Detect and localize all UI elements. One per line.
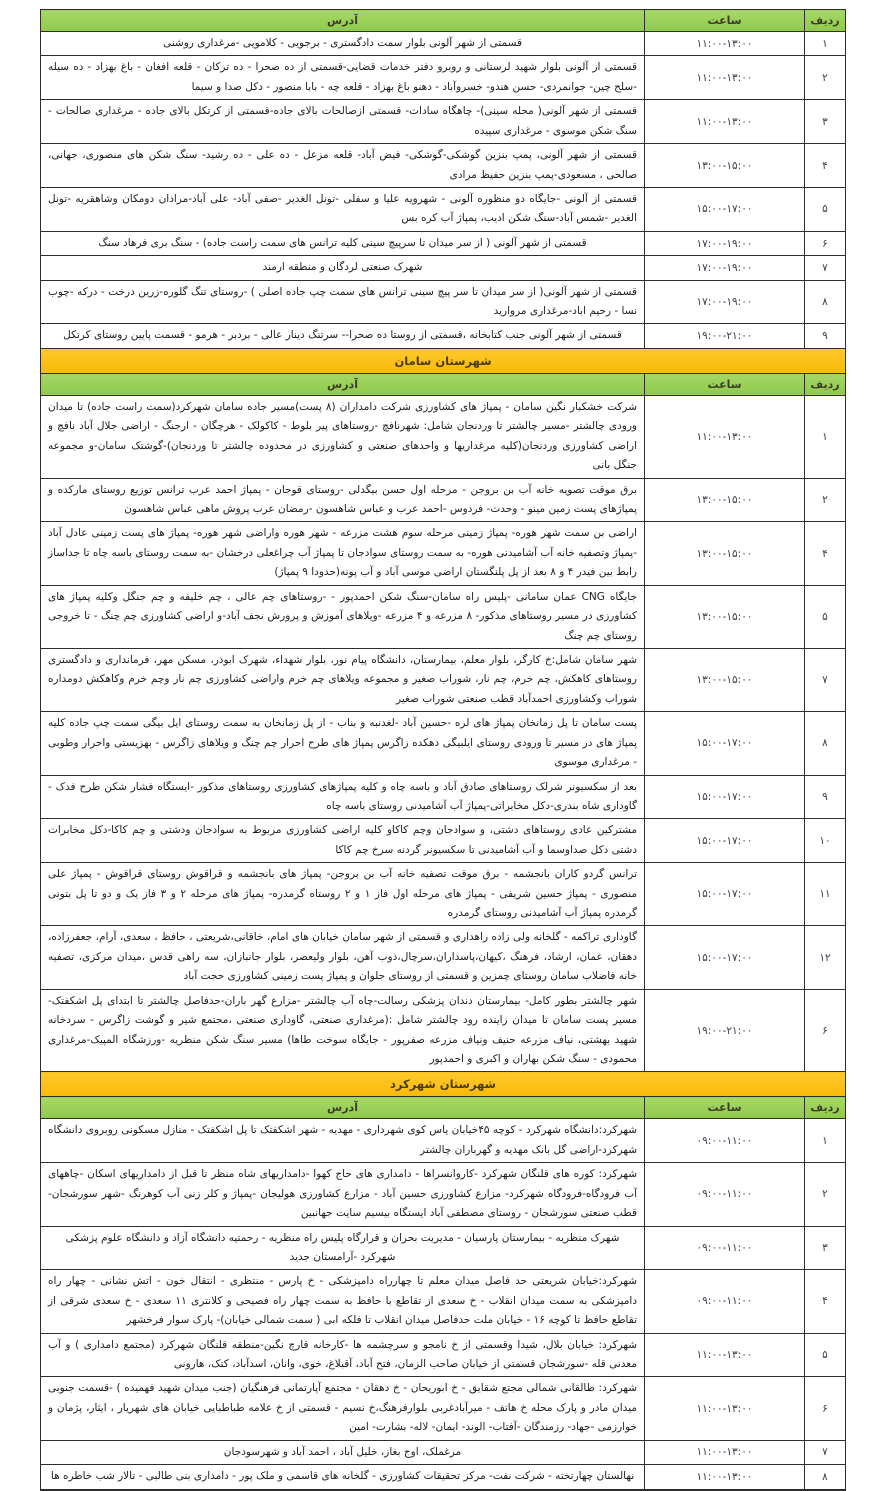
column-header-row bbox=[41, 10, 846, 32]
time-range: ۰۹:۰۰-۱۱:۰۰ bbox=[696, 1134, 753, 1147]
outage-schedule-sheet bbox=[40, 9, 846, 1491]
row-number-cell: ۱۱ bbox=[805, 863, 846, 926]
time-range: ۱۳:۰۰-۱۵:۰۰ bbox=[696, 674, 753, 687]
time-cell bbox=[645, 989, 805, 1072]
address-cell: قسمتی از شهر آلونی بلوار سمت دادگستری - برجویی - کلامویی -مرغداری روشنی bbox=[41, 32, 645, 56]
row-number-cell: ۱۰ bbox=[805, 819, 846, 863]
row-number-cell: ۹ bbox=[805, 775, 846, 819]
address-cell: شهرکرد: طالقانی شمالی مجتع شقایق - خ ابوریحان - خ دهقان - مجتمع آپارتمانی فرهنگیان (جنب میدان شهید فهمیده ) -قسمت جنوبی میدان مادر و پارک محله خ هاتف - میرآبادغربی بلوارفرهنگ،خ نسیم - قسمتی از خ علامه طباطبایی خیابان های شهریار ، ایثار، پژمان و خوارزمی -جهاد- رزمندگان -آفتاب- الوند- ایمان- لاله- بشارت- امین bbox=[41, 1377, 645, 1440]
table-row bbox=[41, 648, 846, 711]
time-cell bbox=[645, 100, 805, 144]
row-number-cell: ۷ bbox=[805, 648, 846, 711]
time-cell bbox=[645, 926, 805, 989]
outage-table-body bbox=[41, 10, 846, 1490]
row-number-cell: ۲ bbox=[805, 478, 846, 522]
address-cell: جایگاه CNG عمان سامانی -پلیس راه سامان-سنگ شکن احمدپور - -روستاهای چم عالی ، چم خلیفه و چم جنگل وکلیه پمپاژ های کشاورزی در مسیر روستاهای مذکور- ۸ مزرعه و ۴ مزرعه -ویلاهای آموزش و پرورش نجف آباد-و اراضی کشاورزی چم چنگ - تا خروجی روستای چم چنگ bbox=[41, 585, 645, 648]
table-row bbox=[41, 32, 846, 56]
column-header-address: آدرس bbox=[41, 373, 645, 395]
time-range: ۱۵:۰۰-۱۷:۰۰ bbox=[696, 834, 753, 847]
table-row bbox=[41, 478, 846, 522]
table-row bbox=[41, 775, 846, 819]
table-row bbox=[41, 1333, 846, 1377]
time-cell bbox=[645, 863, 805, 926]
address-cell: بعد از سکسیونر شرلک روستاهای صادق آباد و باسه چاه و کلیه پمپاژهای کشاورزی روستاهای مذکور -ایستگاه فشار شکن طرح فدک - گاوداری شاه بندری-دکل مخابراتی-پمپاژ آب آشامیدنی روستای باسه چاه bbox=[41, 775, 645, 819]
time-cell bbox=[645, 256, 805, 280]
row-number-cell: ۵ bbox=[805, 585, 846, 648]
row-number-cell: ۷ bbox=[805, 1440, 846, 1464]
table-row bbox=[41, 926, 846, 989]
time-cell bbox=[645, 1377, 805, 1440]
time-range: ۱۹:۰۰-۲۱:۰۰ bbox=[696, 1024, 753, 1037]
table-row bbox=[41, 280, 846, 324]
time-range: ۰۹:۰۰-۱۱:۰۰ bbox=[696, 1188, 753, 1201]
address-cell: شهرک صنعتی لردگان و منطقه ارمند bbox=[41, 256, 645, 280]
column-header-row-number: ردیف bbox=[805, 10, 846, 32]
address-cell: اراضی بن سمت شهر هوره- پمپاژ زمینی مرحله سوم هشت مزرعه - شهر هوره واراضی شهر هوره- پمپاژ های پست زمینی عادل آباد -پمپاژ وتصفیه خانه آب آشامیدنی هوره- به سمت روستای سوادجان تا پمپاژ آب چراغعلی درخشان -به سمت روستای باسه چاه تا جداساز رابط بین فیدر ۴ و ۸ بعد از پل پلنگستان اراضی موسی آباد و آب پونه(حدودا ۹ پمپاژ) bbox=[41, 522, 645, 585]
address-cell: برق موقت تصویه خانه آب بن بروجن - مرحله اول حسن بیگدلی -روستای قوجان - پمپاژ احمد عرب ترانس توزیع روستای مارکده و پمپاژهای پست زمین مینو - وحدت- فردوس -احمد عرب و عباس شاهسون -رمضان عرب پروش ماهی عباس شاهسون bbox=[41, 478, 645, 522]
time-cell bbox=[645, 187, 805, 231]
address-cell: ترانس گردو کاران بانجشمه - برق موقت تصفیه خانه آب بن بروجن- پمپاژ های بانجشمه و قراقوش روستای قراقوش - پمپاژ علی منصوری - پمپاژ حسین شریفی - پمپاژ های مرحله اول فاز ۱ و ۲ روستاه گرمدره- پمپاژ های مرحله ۲ و ۳ فاز یک و دو تا پل بتونی گرمدره پمپاژ آب آشامیدنی روستای گرمدره bbox=[41, 863, 645, 926]
table-row bbox=[41, 522, 846, 585]
time-cell bbox=[645, 1270, 805, 1333]
table-row bbox=[41, 863, 846, 926]
section-header-row bbox=[41, 348, 846, 373]
row-number-cell: ۲ bbox=[805, 56, 846, 100]
time-range: ۱۱:۰۰-۱۳:۰۰ bbox=[696, 430, 753, 443]
row-number-cell: ۴ bbox=[805, 144, 846, 188]
address-cell: قسمتی از شهر آلونی( از سر میدان تا سر پیچ سینی ترانس های سمت چپ جاده اصلی ) -روستای تنگ گلوره-زرین درخت - درکه -چوب نسا - رحیم اباد-مرغداری مروارید bbox=[41, 280, 645, 324]
address-cell: شهرک منظریه - بیمارستان پارسیان - مدیریت بحران و قرارگاه پلیس راه منظریه - رحمتیه دانشگاه آزاد و دانشگاه علوم پزشکی شهرکرد -آرامستان جدید bbox=[41, 1226, 645, 1270]
time-range: ۱۱:۰۰-۱۳:۰۰ bbox=[696, 115, 753, 128]
time-range: ۱۷:۰۰-۱۹:۰۰ bbox=[696, 261, 753, 274]
column-header-row-number: ردیف bbox=[805, 373, 846, 395]
table-row bbox=[41, 1226, 846, 1270]
time-cell bbox=[645, 1333, 805, 1377]
address-cell: شهر سامان شامل:خ کارگر، بلوار معلم، بیمارستان، دانشگاه پیام نور، بلوار شهداء، شهرک ابوذر، مسکن مهر، فرمانداری و دادگستری روستاهای کاهکش، چم خرم، چم نار، شوراب صغیر و مجموعه ویلاهای چم خرم واراضی کشاورزی چم نار وچم خرم وکاهکش دومداره شوراب وکشاورزی احمدآباد قطب صنعتی شوراب صغیر bbox=[41, 648, 645, 711]
table-row bbox=[41, 585, 846, 648]
time-cell bbox=[645, 324, 805, 348]
time-range: ۱۵:۰۰-۱۷:۰۰ bbox=[696, 203, 753, 216]
table-row bbox=[41, 1465, 846, 1490]
table-row bbox=[41, 56, 846, 100]
table-row bbox=[41, 324, 846, 348]
row-number-cell: ۹ bbox=[805, 324, 846, 348]
row-number-cell: ۶ bbox=[805, 231, 846, 255]
time-range: ۱۵:۰۰-۱۷:۰۰ bbox=[696, 790, 753, 803]
time-range: ۱۷:۰۰-۱۹:۰۰ bbox=[696, 237, 753, 250]
section-title: شهرستان شهرکرد bbox=[41, 1072, 846, 1097]
address-cell: شهرکرد: خیابان بلال، شیدا وقسمتی از خ نامجو و سرچشمه ها -کارخانه قارچ نگین-منطقه قلنگان شهرکرد (مجتمع دامداری ) و آب معدنی قله -سورشجان قسمتی از خیابان صاحب الزمان، فتح آباد، آقبلاغ، خوی، وانان، اسدآباد، کتک، هارونی bbox=[41, 1333, 645, 1377]
row-number-cell: ۷ bbox=[805, 256, 846, 280]
time-range: ۱۳:۰۰-۱۵:۰۰ bbox=[696, 494, 753, 507]
section-header-row bbox=[41, 1072, 846, 1097]
column-header-time: ساعت bbox=[645, 373, 805, 395]
row-number-cell: ۸ bbox=[805, 280, 846, 324]
address-cell: گاوداری تراکمه - گلخانه ولی زاده راهداری و قسمتی از شهر سامان خیابان های امام، خاقانی،شریعتی ، حافظ ، سعدی، آرام، جعفرزاده، دهقان، عمان، ارشاد، فرهنگ ،کیهان،پاسداران،سرچال،ذوب آهن، بلوار ولیعصر، بلوار جانبازان، سه راهی قدس ،میدان مرکزی، تصفیه خانه فاضلاب سامان روستای چمزین و قسمتی از روستای جلوان و پمپاژ پست زمینی کشاورزی حجت آباد bbox=[41, 926, 645, 989]
row-number-cell: ۵ bbox=[805, 187, 846, 231]
row-number-cell: ۱ bbox=[805, 395, 846, 478]
time-range: ۱۷:۰۰-۱۹:۰۰ bbox=[696, 296, 753, 309]
time-cell bbox=[645, 1226, 805, 1270]
address-cell: مرغملک، اوج بغاز، خلیل آباد ، احمد آباد و شهرسودجان bbox=[41, 1440, 645, 1464]
time-range: ۱۳:۰۰-۱۵:۰۰ bbox=[696, 547, 753, 560]
time-cell bbox=[645, 395, 805, 478]
time-cell bbox=[645, 32, 805, 56]
time-range: ۱۹:۰۰-۲۱:۰۰ bbox=[696, 330, 753, 343]
time-range: ۰۹:۰۰-۱۱:۰۰ bbox=[696, 1241, 753, 1254]
time-cell bbox=[645, 522, 805, 585]
column-header-time: ساعت bbox=[645, 1097, 805, 1119]
time-range: ۱۱:۰۰-۱۳:۰۰ bbox=[696, 71, 753, 84]
column-header-address: آدرس bbox=[41, 10, 645, 32]
time-cell bbox=[645, 478, 805, 522]
time-cell bbox=[645, 712, 805, 775]
time-range: ۱۳:۰۰-۱۵:۰۰ bbox=[696, 159, 753, 172]
table-row bbox=[41, 989, 846, 1072]
table-row bbox=[41, 187, 846, 231]
address-cell: پست سامان تا پل زمانخان پمپاژ های لره -حسین آباد -لغدنبه و بناب - از پل زمانخان به سمت روستای ایل بیگی سمت چپ جاده کلیه پمپاژ های در مسیر تا ورودی روستای ایلبیگی دهکده زاگرس پمپاژ های طرح احرار چم چنگ و ویلاهای زاگرس - بهزیستی واحرار وطوبی - مرغداری موسوی bbox=[41, 712, 645, 775]
row-number-cell: ۳ bbox=[805, 1226, 846, 1270]
table-row bbox=[41, 1270, 846, 1333]
row-number-cell: ۴ bbox=[805, 522, 846, 585]
time-cell bbox=[645, 231, 805, 255]
address-cell: قسمتی از شهر آلونی، پمپ بنزین گوشکی-گوشکی- فیض آباد- قلعه مزعل - ده علی - ده رشید- سنگ شکن های منصوری، جهانی، صالحی ، مسعودی-پمپ بنزین حفیظ مرادی bbox=[41, 144, 645, 188]
column-header-row bbox=[41, 373, 846, 395]
time-cell bbox=[645, 1119, 805, 1163]
time-cell bbox=[645, 280, 805, 324]
table-row bbox=[41, 1163, 846, 1226]
table-row bbox=[41, 712, 846, 775]
time-cell bbox=[645, 1465, 805, 1490]
row-number-cell: ۶ bbox=[805, 989, 846, 1072]
address-cell: قسمتی از شهر آلونی ( از سر میدان تا سرپیچ سینی کلیه ترانس های سمت راست جاده) - سنگ بری فرهاد سنگ bbox=[41, 231, 645, 255]
row-number-cell: ۲ bbox=[805, 1163, 846, 1226]
row-number-cell: ۱۲ bbox=[805, 926, 846, 989]
time-cell bbox=[645, 585, 805, 648]
table-row bbox=[41, 1440, 846, 1464]
time-range: ۱۵:۰۰-۱۷:۰۰ bbox=[696, 888, 753, 901]
time-range: ۰۹:۰۰-۱۱:۰۰ bbox=[696, 1295, 753, 1308]
time-cell bbox=[645, 819, 805, 863]
row-number-cell: ۱ bbox=[805, 32, 846, 56]
time-cell bbox=[645, 1163, 805, 1226]
row-number-cell: ۳ bbox=[805, 100, 846, 144]
address-cell: شرکت خشکبار نگین سامان - پمپاژ های کشاورزی شرکت دامداران (۸ پست)مسیر جاده سامان شهرکرد(سمت راست جاده) تا میدان ورودی چالشتر -مسیر چالشتر تا وردنجان شامل: شهرنافچ -روستاهای پیر بلوط - کاکولک - هرچگان - ارجنگ - اراضی جلال آباد نافچ و اراضی کشاورزی وردنجان(کلیه مرغداریها و واحدهای صنعتی و کشاورزی در محدوده چالشتر تا وردنجان)-گوشتک سامان-و مجموعه جنگل بانی bbox=[41, 395, 645, 478]
column-header-row bbox=[41, 1097, 846, 1119]
table-row bbox=[41, 1119, 846, 1163]
column-header-time: ساعت bbox=[645, 10, 805, 32]
column-header-address: آدرس bbox=[41, 1097, 645, 1119]
row-number-cell: ۴ bbox=[805, 1270, 846, 1333]
row-number-cell: ۸ bbox=[805, 1465, 846, 1490]
time-range: ۱۱:۰۰-۱۳:۰۰ bbox=[696, 1470, 753, 1483]
time-range: ۱۵:۰۰-۱۷:۰۰ bbox=[696, 951, 753, 964]
outage-table bbox=[40, 9, 846, 1491]
time-range: ۱۳:۰۰-۱۵:۰۰ bbox=[696, 610, 753, 623]
time-range: ۱۱:۰۰-۱۳:۰۰ bbox=[696, 1402, 753, 1415]
table-row bbox=[41, 819, 846, 863]
time-cell bbox=[645, 56, 805, 100]
address-cell: شهر چالشتر بطور کامل- بیمارستان دندان پزشکی رسالت-چاه آب چالشتر -مزارع گهر باران-حدفاصل چالشتر تا ابتدای پل اشکفتک- مسیر پست سامان تا میدان زاینده رود چالشتر شامل :(مرغداری صنعتی، گاوداری صنعتی ،مجتمع شیر و گوشت زاگرس - سردخانه شهید بهشتی، نیاف مزرعه حنیف ونیاف مزرعه صفرپور - جایگاه سوخت طاها) مسیر سنگ شکن منظریه -ورزشگاه المپیک-مرغداری محمودی - سنگ شکن بهاران و اکبری و احمدپور bbox=[41, 989, 645, 1072]
time-cell bbox=[645, 648, 805, 711]
table-row bbox=[41, 256, 846, 280]
time-range: ۱۵:۰۰-۱۷:۰۰ bbox=[696, 737, 753, 750]
address-cell: نهالستان چهارتخته - شرکت نفت- مرکز تحقیقات کشاورزی - گلخانه های قاسمی و ملک پور - دامداری بنی طالبی - تالار شب خاطره ها bbox=[41, 1465, 645, 1490]
address-cell: شهرکرد:دانشگاه شهرکرد - کوچه ۴۵خیابان یاس کوی شهرداری - مهدیه - شهر اشکفتک تا پل اشکفتک - منازل مسکونی روبروی دانشگاه شهرکرد-اراضی گل بانک مهدیه و گهرباران چالشتر bbox=[41, 1119, 645, 1163]
time-cell bbox=[645, 775, 805, 819]
address-cell: قسمتی از آلونی -جایگاه دو منظوره آلونی - شهرویه علیا و سفلی -تونل الغدیر -صفی آباد- علی آباد-مرادان دومکان وشاهقریه -تونل الغدیر -شمس آباد-سنگ شکن ادیب، پمپاژ آب کره بس bbox=[41, 187, 645, 231]
address-cell: شهرکرد:خیابان شریعتی حد فاصل میدان معلم تا چهارراه دامپزشکی - خ پارس - منتظری - انتقال خون - اتش نشانی - چهار راه دامپزشکی به سمت میدان انقلاب - خ سعدی از تقاطع با حافظ به سمت چهار راه فصیحی و کلانتری ۱۱ سعدی - خ سعدی شرقی از تقاطع حافظ تا کوچه ۱۶ - خیابان ملت حدفاصل میدان انقلاب تا فلکه ابی ( سمت شمالی خیابان)- پارک سوار فرخشهر bbox=[41, 1270, 645, 1333]
column-header-row-number: ردیف bbox=[805, 1097, 846, 1119]
time-range: ۱۱:۰۰-۱۳:۰۰ bbox=[696, 1349, 753, 1362]
time-cell bbox=[645, 1440, 805, 1464]
address-cell: قسمتی از شهر آلونی( محله سینی)- چاهگاه سادات- قسمتی ازصالحات بالای جاده-قسمتی از کرتکل بالای جاده - مرغداری صالحات - سنگ شکن موسوی - مرغداری سپیده bbox=[41, 100, 645, 144]
table-row bbox=[41, 231, 846, 255]
table-row bbox=[41, 144, 846, 188]
row-number-cell: ۶ bbox=[805, 1377, 846, 1440]
table-row bbox=[41, 100, 846, 144]
section-title: شهرستان سامان bbox=[41, 348, 846, 373]
row-number-cell: ۱ bbox=[805, 1119, 846, 1163]
table-row bbox=[41, 395, 846, 478]
address-cell: شهرکرد: کوره های قلنگان شهرکرد -کاروانسراها - دامداری های حاج کهوا -دامداریهای شاه منظر تا قبل از دامداریهای اسکان -چاههای آب فرودگاه-فرودگاه شهرکرد- مزارع کشاورزی حسین آباد - مزارع کشاورزی هولیجان -پمپاژ و کلر زنی آب کوهرنگ -شهر سورشجان-قطب صنعتی سورشجان - روستای مصطفی آباد ایستگاه بیسیم سایت جهانبین bbox=[41, 1163, 645, 1226]
time-range: ۱۱:۰۰-۱۳:۰۰ bbox=[696, 1446, 753, 1459]
time-range: ۱۱:۰۰-۱۳:۰۰ bbox=[696, 37, 753, 50]
address-cell: مشترکین عادی روستاهای دشتی، و سوادجان وچم کاکاو کلیه اراضی کشاورزی مربوط به سوادجان ودشتی و چم کاکا-دکل مخابرات دشتی دکل صداوسما و آب آشامیدنی تا سکسیونر گردنه سرخ چم کاکا bbox=[41, 819, 645, 863]
address-cell: قسمتی از آلونی بلوار شهید لرستانی و روبرو دفتر خدمات قضایی-قسمتی از ده صحرا - ده ترکان - قلعه افغان - باغ بهزاد - ده سیله -سلح چین- جوانمردی- حسن هندو- خسروآباد - دهنو باغ بهزاد - قلعه چه - بابا منصور - دکل صدا و سیما bbox=[41, 56, 645, 100]
table-row bbox=[41, 1377, 846, 1440]
row-number-cell: ۵ bbox=[805, 1333, 846, 1377]
time-cell bbox=[645, 144, 805, 188]
row-number-cell: ۸ bbox=[805, 712, 846, 775]
address-cell: قسمتی از شهر آلونی جنب کتابخانه ،قسمتی از روستا ده صحرا-- سرتنگ دینار عالی - بردبر - هرمو - قسمت پایین روستای کرتکل bbox=[41, 324, 645, 348]
